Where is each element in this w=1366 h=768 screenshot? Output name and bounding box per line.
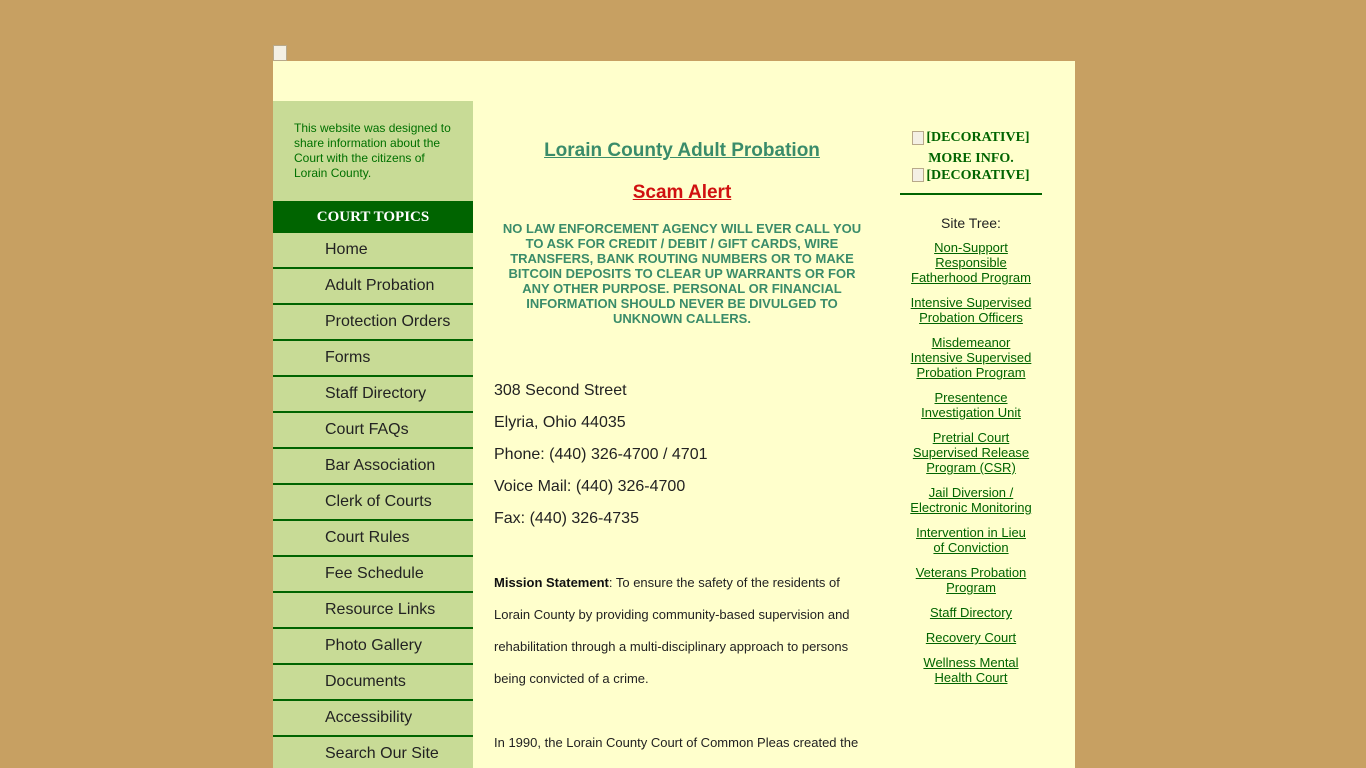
site-tree-link-presentence[interactable]: Presentence Investigation Unit xyxy=(921,390,1021,420)
site-tree-link-veterans[interactable]: Veterans Probation Program xyxy=(915,565,1027,595)
address-phone: Phone: (440) 326-4700 / 4701 xyxy=(494,446,708,463)
more-info-label: MORE INFO. xyxy=(928,150,1014,166)
site-tree-link-misdemeanor[interactable]: Misdemeanor Intensive Supervised Probation Program xyxy=(910,335,1032,380)
site-tree-link-wellness[interactable]: Wellness Mental Health Court xyxy=(923,655,1019,685)
broken-image-icon xyxy=(273,45,287,61)
nav-item-adult-probation[interactable]: Adult Probation xyxy=(273,269,473,305)
site-tree-link-intensive-supervised[interactable]: Intensive Supervised Probation Officers xyxy=(910,295,1032,325)
site-tree-label: Site Tree: xyxy=(941,215,1001,231)
divider xyxy=(900,193,1042,195)
decorative-alt-top: [DECORATIVE] xyxy=(926,130,1030,145)
scam-alert-link[interactable]: Scam Alert xyxy=(632,182,732,203)
nav-item-court-faqs[interactable]: Court FAQs xyxy=(273,413,473,449)
site-tree-link-jail-diversion[interactable]: Jail Diversion / Electronic Monitoring xyxy=(910,485,1032,515)
mission-statement xyxy=(494,567,870,695)
address-city: Elyria, Ohio 44035 xyxy=(494,414,626,431)
broken-image-icon xyxy=(912,131,924,145)
decorative-alt-bottom: [DECORATIVE] xyxy=(926,167,1030,183)
mission-text: : To ensure the safety of the residents of Lorain County by providing community-based supervision and rehabilitation through a multi-disciplinary approach to persons being convicted of a crime. xyxy=(494,575,850,686)
nav-item-court-rules[interactable]: Court Rules xyxy=(273,521,473,557)
nav-item-documents[interactable]: Documents xyxy=(273,665,473,701)
court-topics-nav xyxy=(273,233,473,768)
address-street: 308 Second Street xyxy=(494,382,627,399)
site-tree-link-recovery-court[interactable]: Recovery Court xyxy=(925,630,1017,645)
site-tree-link-pretrial[interactable]: Pretrial Court Supervised Release Program (CSR) xyxy=(912,430,1030,475)
more-info-block xyxy=(900,129,1042,187)
page-container xyxy=(273,61,1075,768)
nav-item-photo-gallery[interactable]: Photo Gallery xyxy=(273,629,473,665)
sidebar xyxy=(273,101,473,768)
mission-label: Mission Statement xyxy=(494,575,609,590)
nav-item-resource-links[interactable]: Resource Links xyxy=(273,593,473,629)
nav-item-home[interactable]: Home xyxy=(273,233,473,269)
nav-item-clerk-of-courts[interactable]: Clerk of Courts xyxy=(273,485,473,521)
court-topics-heading: COURT TOPICS xyxy=(273,201,473,233)
site-tree-link-non-support[interactable]: Non-Support Responsible Fatherhood Program xyxy=(911,240,1031,285)
nav-item-bar-association[interactable]: Bar Association xyxy=(273,449,473,485)
nav-item-protection-orders[interactable]: Protection Orders xyxy=(273,305,473,341)
page-title-link[interactable]: Lorain County Adult Probation xyxy=(544,140,820,161)
site-tree-link-staff-directory[interactable]: Staff Directory xyxy=(929,605,1013,620)
site-tree-links xyxy=(900,240,1042,695)
nav-item-staff-directory[interactable]: Staff Directory xyxy=(273,377,473,413)
nav-item-forms[interactable]: Forms xyxy=(273,341,473,377)
nav-item-search-our-site[interactable]: Search Our Site xyxy=(273,737,473,768)
scam-warning-text: NO LAW ENFORCEMENT AGENCY WILL EVER CALL YOU TO ASK FOR CREDIT / DEBIT / GIFT CARDS, WIRE TRANSFERS, BANK ROUTING NUMBERS OR TO MAKE BITCOIN DEPOSITS TO CLEAR UP WARRANTS OR FOR ANY OTHER PURPOSE. PERSONAL OR FINANCIAL INFORMATION SHOULD NEVER BE DIVULGED TO UNKNOWN CALLERS. xyxy=(502,221,862,326)
address-voicemail: Voice Mail: (440) 326-4700 xyxy=(494,478,686,495)
site-tree-link-intervention[interactable]: Intervention in Lieu of Conviction xyxy=(916,525,1026,555)
contact-address xyxy=(494,379,708,539)
sidebar-intro: This website was designed to share information about the Court with the citizens of Lorain County. xyxy=(294,121,451,180)
nav-item-accessibility[interactable]: Accessibility xyxy=(273,701,473,737)
history-paragraph: In 1990, the Lorain County Court of Common Pleas created the xyxy=(494,735,859,750)
nav-item-fee-schedule[interactable]: Fee Schedule xyxy=(273,557,473,593)
address-fax: Fax: (440) 326-4735 xyxy=(494,510,639,527)
broken-image-icon xyxy=(912,168,924,182)
